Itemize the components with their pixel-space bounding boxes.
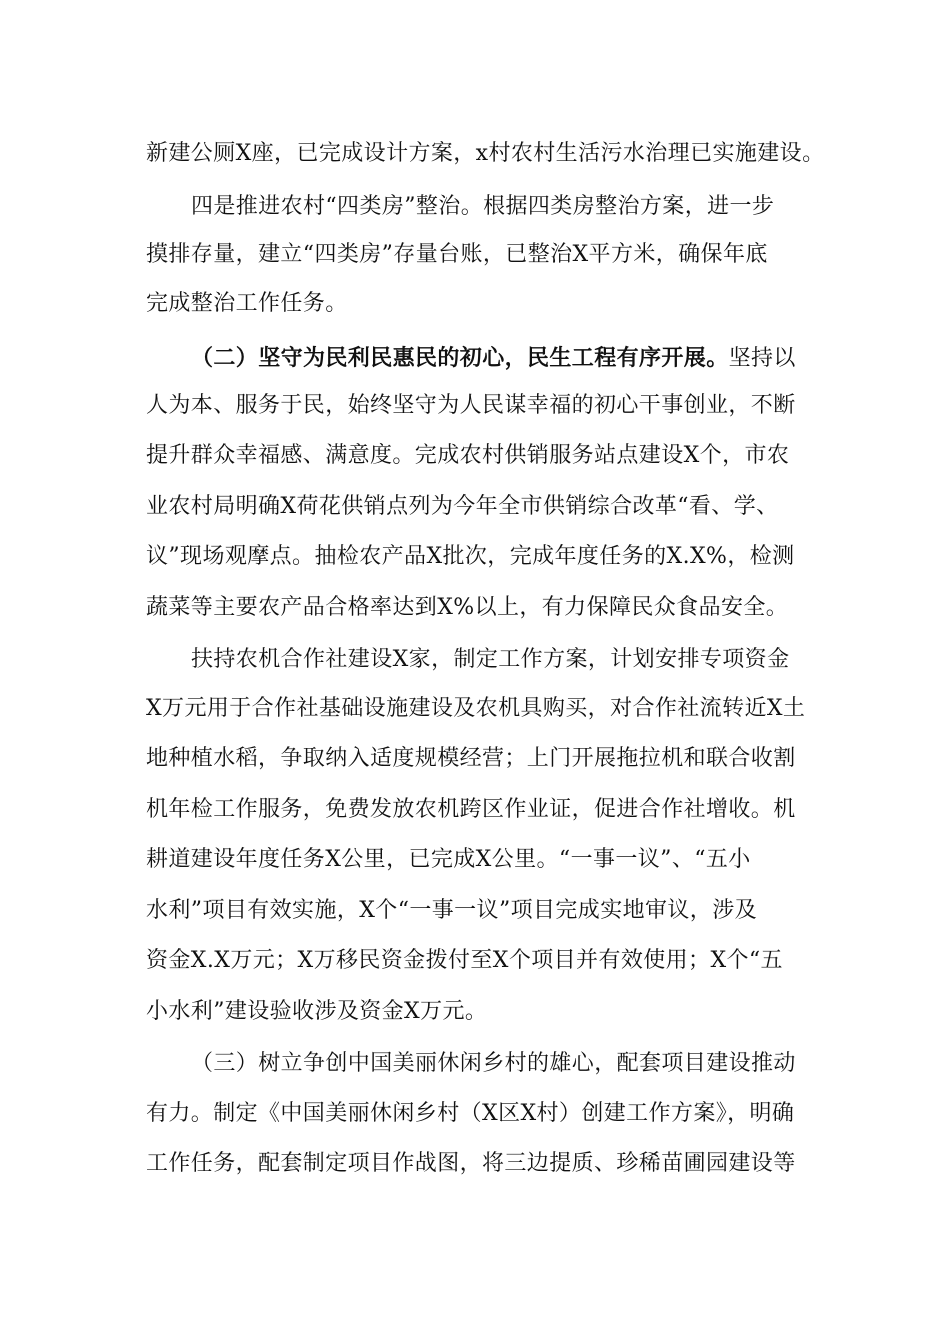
text-line: （三）树立争创中国美丽休闲乡村的雄心，配套项目建设推动 <box>191 1051 796 1076</box>
section-heading: （二）坚守为民利民惠民的初心，民生工程有序开展。 <box>191 345 729 371</box>
section-heading-line <box>191 343 826 373</box>
text-line: X万元用于合作社基础设施建设及农机具购买，对合作社流转近X土 <box>146 696 806 721</box>
text-line: 摸排存量，建立“四类房”存量台账，已整治X平方米，确保年底 <box>146 242 768 267</box>
text-line: 提升群众幸福感、满意度。完成农村供销服务站点建设X个，市农 <box>146 443 790 468</box>
text-line: 机年检工作服务，免费发放农机跨区作业证，促进合作社增收。机 <box>146 797 796 822</box>
text-line: 耕道建设年度任务X公里，已完成X公里。“一事一议”、“五小 <box>146 847 751 872</box>
text-line: 新建公厕X座，已完成设计方案，x村农村生活污水治理已实施建设。 <box>146 141 825 166</box>
text-line: 议”现场观摩点。抽检农产品X批次，完成年度任务的X.X%，检测 <box>146 544 795 569</box>
text-run: 坚持以 <box>728 346 796 371</box>
text-line: 小水利”建设验收涉及资金X万元。 <box>146 999 488 1024</box>
text-line: 工作任务，配套制定项目作战图，将三边提质、珍稀苗圃园建设等 <box>146 1151 796 1176</box>
text-line: 蔬菜等主要农产品合格率达到X%以上，有力保障民众食品安全。 <box>146 595 789 620</box>
text-line: 地种植水稻，争取纳入适度规模经营；上门开展拖拉机和联合收割 <box>146 746 796 771</box>
text-line: 人为本、服务于民，始终坚守为人民谋幸福的初心干事创业，不断 <box>146 393 796 418</box>
text-line: 业农村局明确X荷花供销点列为今年全市供销综合改革“看、学、 <box>146 494 779 519</box>
text-line: 四是推进农村“四类房”整治。根据四类房整治方案，进一步 <box>191 194 775 219</box>
text-line: 有力。制定《中国美丽休闲乡村（X区X村）创建工作方案》，明确 <box>146 1101 795 1126</box>
text-line: 资金X.X万元；X万移民资金拨付至X个项目并有效使用；X个“五 <box>146 948 783 973</box>
text-line: 水利”项目有效实施，X个“一事一议”项目完成实地审议，涉及 <box>146 898 758 923</box>
text-line: 完成整治工作任务。 <box>146 291 348 316</box>
text-line: 扶持农机合作社建设X家，制定工作方案，计划安排专项资金 <box>191 647 790 672</box>
